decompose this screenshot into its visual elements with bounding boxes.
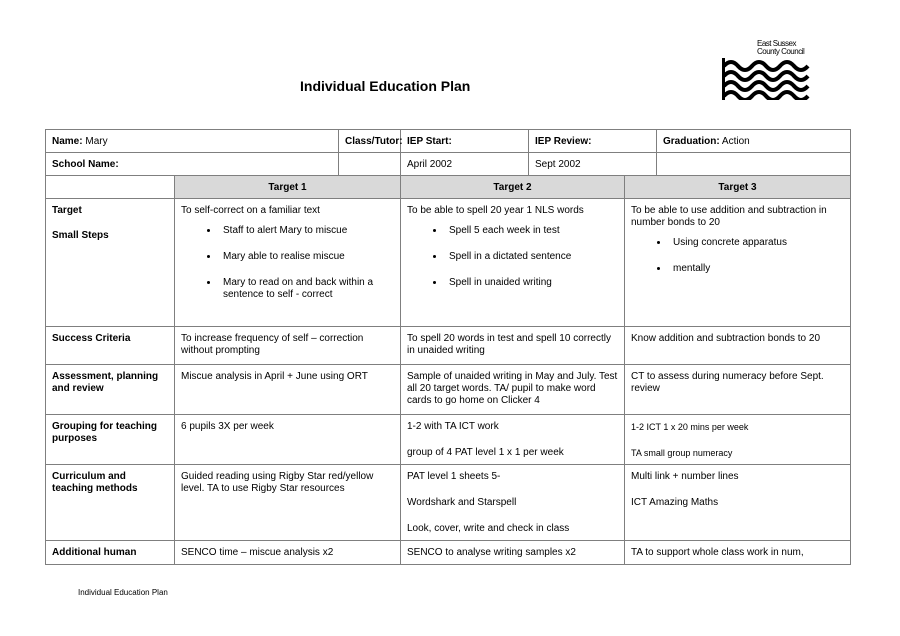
name-cell: Name: Mary [46,130,339,153]
additional-human-row [46,541,851,565]
assessment-t2: Sample of unaided writing in May and July. Test all 20 target words. TA/ pupil to make word cards to go home on Clicker 4 [401,365,625,415]
assessment-t1: Miscue analysis in April + June using ORT [175,365,401,415]
success-t3: Know addition and subtraction bonds to 20 [625,327,851,365]
iep-table [45,129,851,565]
human-t1: SENCO time – miscue analysis x2 [175,541,401,565]
logo-text: East Sussex County Council [757,39,805,56]
grouping-t3: 1-2 ICT 1 x 20 mins per week TA small group numeracy [625,415,851,465]
grouping-row [46,415,851,465]
iep-start-label: IEP Start: [401,130,529,153]
target-header-row [46,176,851,199]
target-2-cell: To be able to spell 20 year 1 NLS words • Spell 5 each week in test • Spell in a dictated sentence • Spell in unaided writing [401,199,625,327]
target-3-cell: To be able to use addition and subtraction in number bonds to 20 • Using concrete apparatus • mentally [625,199,851,327]
header-blank [46,176,175,199]
success-criteria-row [46,327,851,365]
small-step: • Mary to read on and back within a sentence to self - correct [219,277,394,301]
school-name-label: School Name: [46,153,339,176]
small-step: • Spell in a dictated sentence [445,251,618,263]
target-row [46,199,851,327]
success-t2: To spell 20 words in test and spell 10 correctly in unaided writing [401,327,625,365]
iep-review-label: IEP Review: [529,130,657,153]
curriculum-t2: PAT level 1 sheets 5- Wordshark and Starspell Look, cover, write and check in class [401,465,625,541]
small-step: • Spell 5 each week in test [445,225,618,237]
curriculum-t3: Multi link + number lines ICT Amazing Maths [625,465,851,541]
success-t1: To increase frequency of self – correction without prompting [175,327,401,365]
human-t2: SENCO to analyse writing samples x2 [401,541,625,565]
small-step: • mentally [669,263,844,275]
graduation-value [657,153,851,176]
page-title: Individual Education Plan [300,78,471,94]
curriculum-row [46,465,851,541]
additional-human-label: Additional human [46,541,175,565]
assessment-t3: CT to assess during numeracy before Sept. review [625,365,851,415]
target-row-label: Target Small Steps [46,199,175,327]
human-t3: TA to support whole class work in num, [625,541,851,565]
grouping-label: Grouping for teaching purposes [46,415,175,465]
page-footer: Individual Education Plan [78,588,168,597]
target-2-header: Target 2 [401,176,625,199]
iep-review-value: Sept 2002 [529,153,657,176]
info-row-2 [46,153,851,176]
small-step: • Staff to alert Mary to miscue [219,225,394,237]
curriculum-label: Curriculum and teaching methods [46,465,175,541]
assessment-row [46,365,851,415]
curriculum-t1: Guided reading using Rigby Star red/yellow level. TA to use Rigby Star resources [175,465,401,541]
success-criteria-label: Success Criteria [46,327,175,365]
small-step: • Spell in unaided writing [445,277,618,289]
target-3-header: Target 3 [625,176,851,199]
small-step: • Using concrete apparatus [669,237,844,249]
grouping-t2: 1-2 with TA ICT work group of 4 PAT level 1 x 1 per week [401,415,625,465]
class-tutor-value [339,153,401,176]
class-tutor-label: Class/Tutor: [339,130,401,153]
target-1-header: Target 1 [175,176,401,199]
target-1-cell: To self-correct on a familiar text • Staff to alert Mary to miscue • Mary able to realise miscue • Mary to read on and back within a sentence to self - correct [175,199,401,327]
info-row-1 [46,130,851,153]
grouping-t1: 6 pupils 3X per week [175,415,401,465]
graduation-cell: Graduation: Action [657,130,851,153]
iep-start-value: April 2002 [401,153,529,176]
small-step: • Mary able to realise miscue [219,251,394,263]
assessment-label: Assessment, planning and review [46,365,175,415]
